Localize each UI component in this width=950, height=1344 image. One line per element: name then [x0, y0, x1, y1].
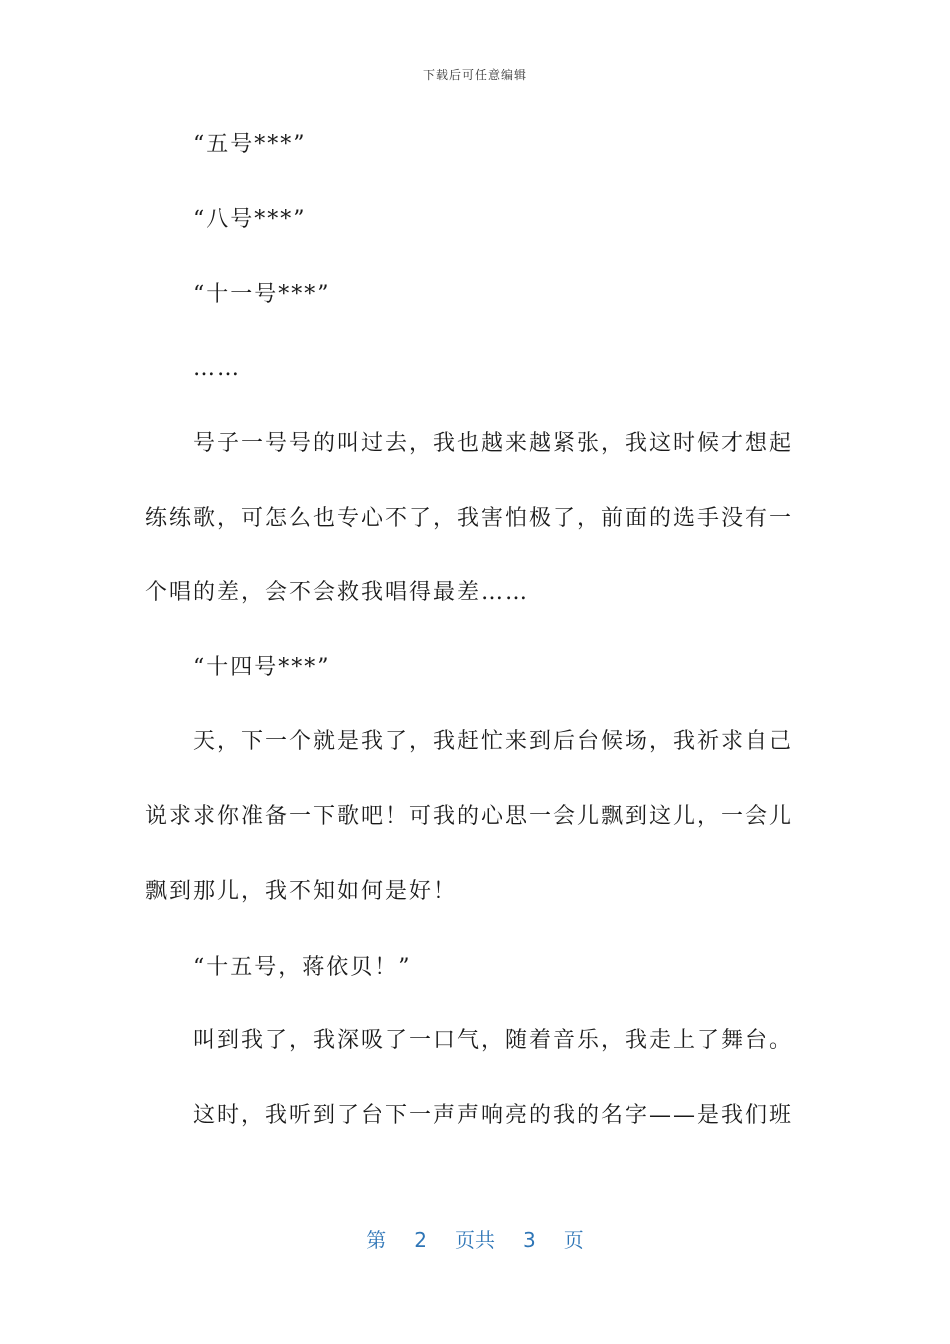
- page-label-mid: 页共: [455, 1228, 495, 1252]
- text-line-3: “十一号***”: [193, 282, 331, 307]
- total-pages-number: 3: [523, 1228, 536, 1252]
- text-line-11: 飘到那儿，我不知如何是好！: [145, 879, 458, 904]
- text-line-9: 天，下一个就是我了，我赶忙来到后台候场，我祈求自己: [193, 729, 794, 754]
- text-line-6: 练练歌，可怎么也专心不了，我害怕极了，前面的选手没有一: [145, 506, 794, 531]
- page-header-note: 下载后可任意编辑: [422, 68, 527, 82]
- page-label-prefix: 第: [366, 1228, 387, 1252]
- text-line-2: “八号***”: [193, 207, 307, 232]
- text-line-4: ……: [193, 356, 241, 381]
- text-line-12: “十五号，蒋依贝！”: [193, 955, 412, 980]
- current-page-number: 2: [414, 1228, 427, 1252]
- text-line-7: 个唱的差，会不会救我唱得最差……: [145, 580, 530, 605]
- text-line-8: “十四号***”: [193, 655, 331, 680]
- text-line-14: 这时，我听到了台下一声声响亮的我的名字——是我们班: [193, 1103, 794, 1128]
- text-line-5: 号子一号号的叫过去，我也越来越紧张，我这时候才想起: [193, 431, 794, 456]
- text-line-1: “五号***”: [193, 132, 307, 157]
- page-label-suffix: 页: [563, 1228, 584, 1252]
- text-line-10: 说求求你准备一下歌吧！可我的心思一会儿飘到这儿，一会儿: [145, 804, 794, 829]
- text-line-13: 叫到我了，我深吸了一口气，随着音乐，我走上了舞台。: [193, 1028, 794, 1053]
- page-number-footer: [0, 1224, 950, 1253]
